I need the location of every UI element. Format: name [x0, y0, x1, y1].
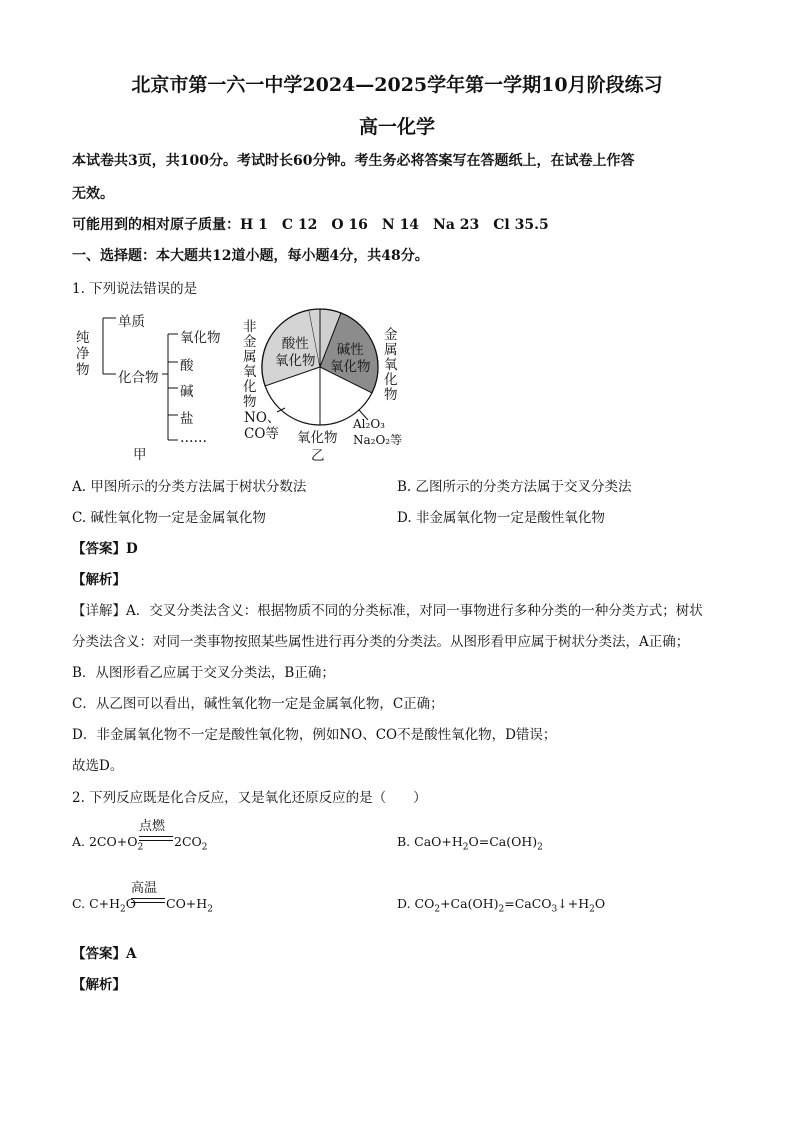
q2-a-condition: 点燃: [139, 819, 166, 834]
q2-c-product: $CO+H_2$: [166, 896, 213, 915]
q2-a-eq-line-top: [139, 836, 173, 837]
q1-detail-3: B．从图形看乙应属于交叉分类法，B正确；: [72, 665, 335, 681]
q1-detail-2: 分类法含义：对同一类事物按照某些属性进行再分类的分类法。从图形看甲应属于树状分类法，A正确；: [72, 634, 690, 650]
label-acidic-oxide: 酸性 氧化物: [275, 336, 316, 369]
tree-node-danzhi: 单质: [118, 314, 145, 330]
q1-detail-4: C．从乙图可以看出，碱性氧化物一定是金属氧化物，C正确；: [72, 696, 444, 712]
label-nonmetal-oxide: 非 金 属 氧 化 物: [243, 319, 257, 410]
q2-c-eq-line-top: [131, 898, 165, 899]
q2-option-c: C. $C+H_2O$: [72, 896, 136, 915]
q2-c-condition: 高温: [131, 881, 158, 896]
q2-option-a: A. $2CO+O_2$: [72, 834, 144, 853]
label-metal-oxide: 金 属 氧 化 物: [384, 327, 398, 403]
section-heading: 一、选择题：本大题共12道小题，每小题4分，共48分。: [72, 248, 429, 264]
page-subtitle: 高一化学: [358, 116, 435, 138]
q2-c-eq-line-bottom: [131, 902, 165, 903]
q2-a-product: $2CO_2$: [174, 834, 208, 853]
page-title: 北京市第一六一中学2024—2025学年第一学期10月阶段练习: [131, 74, 663, 96]
q2-option-b: B. $CaO+H_2O=Ca(OH)_2$: [397, 834, 543, 853]
q1-option-a: A. 甲图所示的分类方法属于树状分数法: [72, 479, 307, 495]
q1-detail-6: 故选D。: [72, 758, 124, 774]
label-al2o3-na2o2: Al₂O₃ Na₂O₂等: [353, 417, 403, 447]
tree-leaf-base: 碱: [180, 384, 194, 400]
q1-analysis-label: 【解析】: [72, 572, 126, 588]
tree-leaf-etc: ……: [180, 430, 207, 446]
q1-answer: 【答案】D: [72, 541, 138, 557]
q2-a-eq-line-bottom: [139, 840, 173, 841]
question-1-stem: 1. 下列说法错误的是: [72, 281, 198, 297]
q1-option-c: C. 碱性氧化物一定是金属氧化物: [72, 510, 266, 526]
tree-root-label: 纯 净 物: [76, 330, 90, 378]
instructions-line1: 本试卷共3页，共100分。考试时长60分钟。考生务必将答案写在答题纸上，在试卷上作答: [72, 153, 635, 169]
instructions-line2: 无效。: [72, 186, 114, 202]
q1-detail-5: D．非金属氧化物不一定是酸性氧化物，例如NO、CO不是酸性氧化物，D错误；: [72, 727, 557, 743]
q2-analysis-label: 【解析】: [72, 977, 126, 993]
q1-detail-1: 【详解】A．交叉分类法含义：根据物质不同的分类标准，对同一事物进行多种分类的一种分类方式；树状: [72, 603, 703, 619]
label-oxide-bottom: 氧化物: [297, 430, 338, 446]
label-no-co: NO、 CO等: [244, 410, 281, 442]
figure-yi-caption: 乙: [311, 448, 325, 464]
atomic-masses: 可能用到的相对原子质量：H 1 C 12 O 16 N 14 Na 23 Cl 35.5: [72, 217, 549, 233]
tree-leaf-salt: 盐: [180, 411, 194, 427]
q1-option-d: D. 非金属氧化物一定是酸性氧化物: [397, 510, 605, 526]
label-basic-oxide: 碱性 氧化物: [330, 342, 371, 375]
q2-option-d: D. $CO_2+Ca(OH)_2=CaCO_3↓+H_2O$: [397, 896, 606, 915]
figure-jia-caption: 甲: [133, 447, 147, 463]
tree-leaf-acid: 酸: [180, 358, 194, 374]
q2-answer: 【答案】A: [72, 946, 137, 962]
tree-node-huahewu: 化合物: [118, 370, 159, 386]
question-2-stem: 2. 下列反应既是化合反应，又是氧化还原反应的是（ ）: [72, 790, 427, 806]
tree-leaf-oxide: 氧化物: [180, 330, 221, 346]
q1-option-b: B. 乙图所示的分类方法属于交叉分类法: [397, 479, 632, 495]
